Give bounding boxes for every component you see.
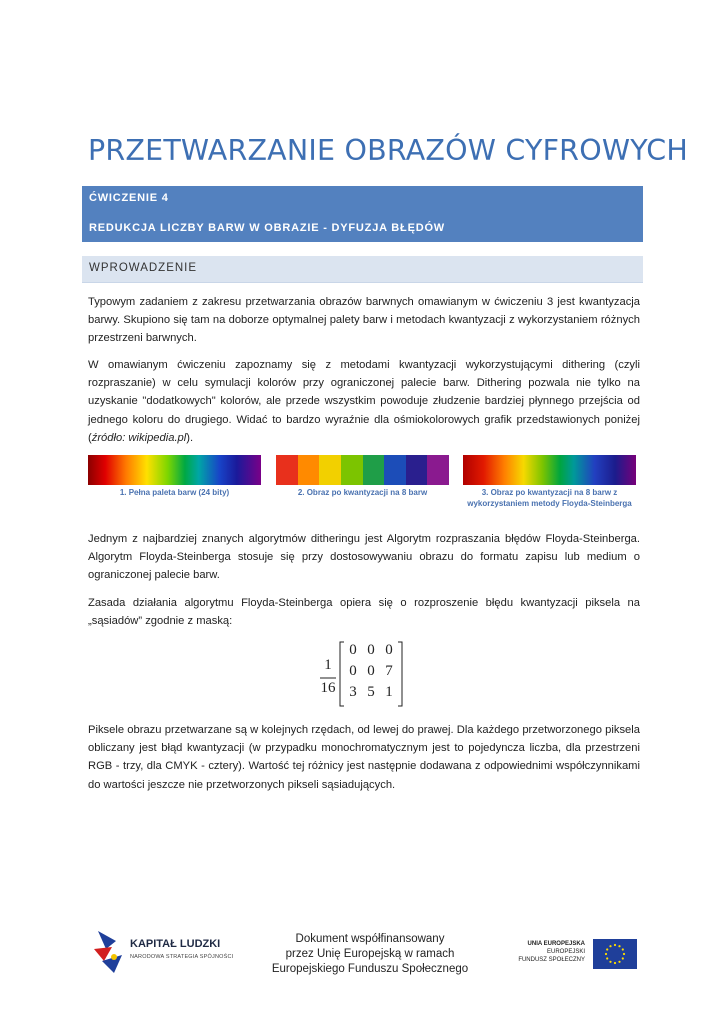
eu-star (622, 957, 624, 959)
caption-2: 2. Obraz po kwantyzacji na 8 barw (297, 488, 428, 497)
cofinancing-line-3: Europejskiego Funduszu Społecznego (271, 963, 469, 975)
floyd-steinberg-mask (316, 640, 426, 710)
eu-line-2: EUROPEJSKI (546, 949, 585, 955)
source-citation: źródło: wikipedia.pl (91, 431, 187, 444)
paragraph-5: Piksele obrazu przetwarzane są w kolejnych rzędach, od lewej do prawej. Dla każdego przetworzonego piksela obliczany jest błąd kwantyzacji (w przypadku monochromatycznym jest to pojedyncza liczba, dla przestrzeni RGB - trzy, dla CMYK - cztery). Wartość tej różnicy jest następnie dodawana z odpowiednimi współczynnikami do wartości jeszcze nie przetworzonych pikseli sąsiadujących. (88, 724, 640, 791)
section-heading-box (82, 256, 643, 283)
palette-swatch (406, 455, 428, 485)
eu-line-3: FUNDUSZ SPOŁECZNY (518, 957, 585, 963)
mask-numerator: 1 (324, 657, 332, 673)
palette-swatch (341, 455, 363, 485)
section-heading: WPROWADZENIE (89, 262, 198, 274)
palette-swatch (363, 455, 385, 485)
palette-swatch (319, 455, 341, 485)
exercise-label: ĆWICZENIE 4 (89, 192, 169, 204)
floyd-steinberg-image (463, 455, 636, 485)
logo1-title: KAPITAŁ LUDZKI (130, 938, 221, 950)
source-open: ( (88, 431, 92, 444)
eu-line-1: UNIA EUROPEJSKA (527, 941, 585, 947)
caption-3: 3. Obraz po kwantyzacji na 8 barw z wykorzystaniem metody Floyda-Steinberga (467, 488, 632, 508)
paragraph-1: Typowym zadaniem z zakresu przetwarzania obrazów barwnych omawianym w ćwiczeniu 3 jest kwantyzacja barwy. Skupiono się tam na doborze optymalnej palety barw i metodach kwantyzacji z wykorzystaniem różnych przestrzeni barwnych. (88, 296, 640, 345)
paragraph-2-text: W omawianym ćwiczeniu zapoznamy się z metodami kwantyzacji wykorzystującymi dithering (czyli rozpraszanie) w celu symulacji kolorów przy ograniczonej palecie barw. Dithering pozwala nie tylko na uzyskanie "dodatkowych" kolorów, ale przede wszystkim powoduje złudzenie bardziej płynnego przejścia od jednego koloru do drugiego. Widać to bardzo wyraźnie dla ośmiokolorowych grafik przedstawionych poniżej (88, 359, 640, 426)
logo1-subtitle: NARODOWA STRATEGIA SPÓJNOŚCI (130, 954, 234, 960)
eu-star (614, 944, 616, 946)
full-palette-image (88, 455, 261, 485)
eu-star (622, 948, 624, 950)
document-title: PRZETWARZANIE OBRAZÓW CYFROWYCH (88, 134, 688, 167)
palette-swatch (298, 455, 320, 485)
paragraph-3: Jednym z najbardziej znanych algorytmów ditheringu jest Algorytm rozpraszania błędów Floyda-Steinberga. Algorytm Floyda-Steinberga stosuje się przy dostosowywaniu obrazu do formatu zapisu lub medium o ograniczonej palecie barw. (88, 533, 640, 582)
eu-text (515, 940, 585, 964)
paragraph-2 (88, 356, 640, 447)
mask-cell: 0 (367, 642, 375, 658)
mask-cell: 0 (349, 663, 357, 679)
cofinancing-line-2: przez Unię Europejską w ramach (285, 948, 455, 960)
kapital-ludzki-logo (92, 927, 242, 977)
mask-cell: 0 (349, 642, 357, 658)
quantized-8-colors-image (276, 455, 449, 485)
exercise-header-box (82, 186, 643, 242)
palette-swatch (276, 455, 298, 485)
eu-star (614, 962, 616, 964)
eu-star (623, 953, 625, 955)
mask-denominator: 16 (320, 680, 336, 696)
eu-flag-graphic (593, 939, 637, 969)
eu-star (618, 945, 620, 947)
caption-1: 1. Pełna paleta barw (24 bity) (119, 488, 230, 497)
eu-star (605, 953, 607, 955)
eu-star (606, 957, 608, 959)
palette-swatch (384, 455, 406, 485)
paragraph-4: Zasada działania algorytmu Floyda-Steinberga opiera się o rozproszenie błędu kwantyzacji piksela na „sąsiadów” zgodnie z maską: (88, 597, 640, 628)
mask-cell: 0 (367, 663, 375, 679)
mask-cell: 5 (367, 684, 375, 700)
cofinancing-line-1: Dokument współfinansowany (295, 933, 445, 945)
source-close: ). (186, 431, 194, 444)
palette-swatch (427, 455, 449, 485)
exercise-subtitle: REDUKCJA LICZBY BARW W OBRAZIE - DYFUZJA BŁĘDÓW (89, 222, 445, 234)
mask-cell: 7 (385, 663, 393, 679)
kapital-ludzki-emblem (92, 927, 128, 977)
mask-cell: 0 (385, 642, 393, 658)
cofinancing-text (270, 932, 470, 977)
mask-cell: 3 (349, 684, 357, 700)
eu-flag-background (593, 939, 637, 969)
mask-grid (344, 642, 398, 706)
eu-star (618, 961, 620, 963)
eu-flag-icon (593, 939, 637, 969)
mask-cell: 1 (385, 684, 393, 700)
eu-star (609, 945, 611, 947)
eu-star (609, 961, 611, 963)
eu-star (606, 948, 608, 950)
